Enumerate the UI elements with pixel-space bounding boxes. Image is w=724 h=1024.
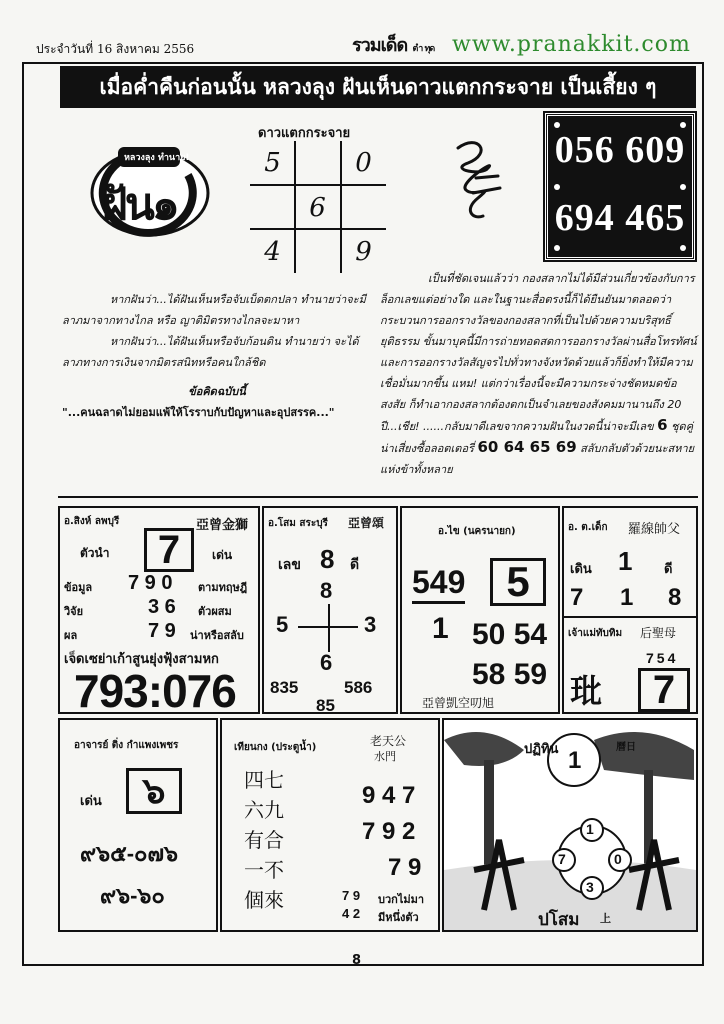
dream-paragraph-1: หากฝันว่า...ได้ฝันเห็นหรือจับเบ็ดตกปลา ทำนายว่าจะมีลาภมาจากทางไกล หรือ ญาติมิตรทางไกลจะมาหา xyxy=(62,293,366,327)
box5-hot-label: เด่น xyxy=(80,794,102,809)
box4-glyph: 玭 xyxy=(570,672,603,710)
section-divider xyxy=(58,496,698,498)
box1-row-note: ตัวผสม xyxy=(198,605,232,618)
page-number: 8 xyxy=(352,953,362,968)
box5-line2: ๙๖-๖๐ xyxy=(100,883,165,908)
box5-digit: ๖ xyxy=(126,768,182,814)
box3-main-number: 549 xyxy=(412,564,465,604)
grid-title: ดาวแตกกระจาย xyxy=(258,126,351,141)
box2-bottom-number: 586 xyxy=(344,678,373,697)
grid-cell: 6 xyxy=(309,193,326,223)
box1-row-value: 7 9 xyxy=(148,620,176,642)
lucky-numbers-line2: 694 465 xyxy=(554,197,686,239)
box2-bottom-number: 835 xyxy=(270,678,299,697)
dream-logo-small: หลวงลุง ทำนาย! xyxy=(124,153,190,163)
article-body-mid: ชุดคู่น่าเสี่ยงซื้อลอตเตอรี่ xyxy=(380,420,694,455)
article-body-start: เป็นที่ชัดเจนแล้วว่า กองสลากไม่ได้มีส่วนเกี่ยวข้องกับการล็อกเลขแต่อย่างใด และในฐานะสื่อตรงนี้ก็ได้ยืนยันมาตลอดว่า กระบวนการออกรางวัลของกองสลากที่เป็นไปด้วยความบริสุทธิ์ ยุติธรรม ขั้นมาบุคนี้มีการถ่ายทอดสดการออกรางวัลผ่านสื่อโทรทัศน์และการออกรางวัลสัญจรไปทั่วทางจังหวัดด้วยแล้วก็ยิ่งทำให้มีความเชื่อมั่นมากขึ้น แหม! แต่กว่าเรื่องนี้จะมีความกระจ่างชัดหมดข้อสงสัย ก็ทำเอากองสลากต้องตกเป็นจำเลยของสังคมมานานถึง 20 ปี...เชีย! ......กลับมาดีเลขจากความฝันในงวดนี้น่าจะมีเลข xyxy=(380,272,697,433)
signature-scribble-icon xyxy=(438,128,518,228)
box6-glyph-row: 一不 xyxy=(244,858,284,882)
cross-right: 3 xyxy=(364,612,377,637)
calendar-illustration-box xyxy=(442,718,698,932)
article-highlight-pairs: 60 64 65 69 xyxy=(477,438,577,456)
wheel-digit: 0 xyxy=(614,851,622,867)
forecast-box-tdek xyxy=(562,506,698,714)
dream-logo xyxy=(88,135,218,245)
wheel-digit: 1 xyxy=(586,821,594,837)
box1-big-number: 793:076 xyxy=(74,665,236,717)
box3-lead: 1 xyxy=(432,612,449,645)
wheel-digit: 3 xyxy=(586,879,594,895)
box1-proverb: เจ็ดเซย่าเก้าสูนยุ่งฟุ้งสามหก xyxy=(64,652,219,667)
box3-pair-row: 50 54 xyxy=(472,618,548,651)
box1-row-value: 7 9 0 xyxy=(128,572,173,594)
box1-row-note: น่าหรือสลับ xyxy=(190,629,244,642)
logo-small: ตำ ทุด xyxy=(412,44,435,54)
box4-big-digit: 7 xyxy=(638,668,690,712)
box6-number: 7 9 xyxy=(388,854,422,881)
box1-row-label: วิจัย xyxy=(64,605,84,618)
box2-num-label: เลข xyxy=(278,557,301,573)
box4-good-label: ดี xyxy=(664,562,673,577)
box6-chinese-title: 老天公 xyxy=(370,734,407,748)
box2-bottom-number: 85 xyxy=(316,696,335,715)
calendar-label: ปฏิทิน xyxy=(524,742,559,757)
article-body-end: สลับกลับตัวด้วยนะสหายแห่งข้าทั้งหลาย xyxy=(380,442,695,476)
lucky-numbers-line1: 056 609 xyxy=(554,129,686,171)
box4-small-number: 754 xyxy=(646,650,679,666)
calendar-bottom-label: ปโสม xyxy=(538,910,580,930)
left-dream-text xyxy=(62,289,372,423)
forecast-box-khai xyxy=(400,506,560,714)
box2-chinese: 亞曾頌 xyxy=(348,516,385,530)
forecast-box-ting xyxy=(58,718,218,932)
box1-hot-label: เด่น xyxy=(212,548,233,562)
box6-note-num: 7 9 xyxy=(342,888,361,903)
grid-cell: 4 xyxy=(264,237,281,267)
headline-banner: เมื่อค่ำคืนก่อนนั้น หลวงลุง ฝันเห็นดาวแตกกระจาย เป็นเสี้ยง ๆ xyxy=(60,66,696,108)
box6-note-num: 4 2 xyxy=(342,906,361,921)
grid-cell: 5 xyxy=(264,148,281,178)
box6-number: 7 9 2 xyxy=(362,818,416,845)
box1-row-note: ตามทฤษฎี xyxy=(198,581,248,594)
cross-top: 8 xyxy=(320,578,333,603)
lucky-number-box xyxy=(545,113,695,260)
box6-note-text: มีหนึ่งตัว xyxy=(378,911,419,924)
box6-chinese-sub: 水門 xyxy=(374,750,396,763)
quote-title: ข้อคิดฉบับนี้ xyxy=(188,385,246,398)
cross-line xyxy=(328,604,330,652)
box6-note-text: บวกไม่มา xyxy=(378,893,425,906)
box1-lead-label: ตัวนำ xyxy=(80,546,110,560)
box6-glyph-row: 有合 xyxy=(244,828,284,852)
grid-cell: 9 xyxy=(355,237,372,267)
newspaper-logo xyxy=(352,30,434,59)
box1-title: อ.สิงห์ ลพบุรี xyxy=(64,516,120,527)
box3-digit: 5 xyxy=(490,558,546,606)
box4-hot-label: เดิน xyxy=(570,562,592,577)
box4-sub-title: เจ้าแม่ทับทิม xyxy=(568,628,623,639)
box2-good-label: ดี xyxy=(350,557,360,573)
article-highlight-digit: 6 xyxy=(657,416,668,434)
box4-digit: 7 xyxy=(570,584,584,611)
website-url[interactable]: www.pranakkit.com xyxy=(452,32,691,57)
box4-title: อ. ต.เด็ก xyxy=(568,522,608,533)
box6-glyph-row: 四七 xyxy=(244,768,284,792)
dream-logo-big: ฝัน๑ xyxy=(102,179,177,230)
dream-paragraph-2: หากฝันว่า...ได้ฝันเห็นหรือจับก้อนดิน ทำนายว่า จะได้ลาภทางการเงินจากมิตรสนิทหรือคนใกล้ชิด xyxy=(62,335,359,369)
box1-chinese: 亞曾金獅 xyxy=(196,518,249,533)
right-article-text xyxy=(380,268,698,480)
box3-title: อ.ไข (นครนายก) xyxy=(438,526,516,537)
box6-glyph-row: 六九 xyxy=(244,798,284,822)
box4-digit: 8 xyxy=(668,584,682,611)
box1-row-value: 3 6 xyxy=(148,596,176,618)
box4-divider xyxy=(564,616,696,618)
box4-digit: 1 xyxy=(620,584,634,611)
box6-title: เทียนกง (ประตูน้ำ) xyxy=(234,742,317,753)
box1-lead-digit: 7 xyxy=(144,528,194,572)
box4-chinese: 羅線帥父 xyxy=(628,522,681,537)
box1-row-label: ข้อมูล xyxy=(64,581,93,594)
forecast-box-som xyxy=(262,506,398,714)
box4-hot-digit: 1 xyxy=(618,546,633,576)
number-grid xyxy=(250,141,386,273)
box3-chinese: 亞曾凱空叨旭 xyxy=(422,696,495,710)
box5-title: อาจารย์ ติ่ง กำแพงเพชร xyxy=(74,740,179,751)
forecast-box-tiengong xyxy=(220,718,440,932)
cross-left: 5 xyxy=(276,612,289,637)
logo-text: รวมเด็ด xyxy=(352,35,408,56)
box2-num-digit: 8 xyxy=(320,544,335,574)
calendar-bottom-chinese: 上 xyxy=(600,912,611,925)
grid-cell: 0 xyxy=(355,148,372,178)
quote-text: "...คนฉลาดไม่ยอมแพ้ให้โรราบกับปัญหาและอุปสรรค..." xyxy=(62,406,335,419)
box6-number: 9 4 7 xyxy=(362,782,416,809)
box6-glyph-row: 個來 xyxy=(244,888,284,912)
wheel-digit: 7 xyxy=(558,851,566,867)
box5-line1: ๙๖๕-๐๗๖ xyxy=(80,841,178,866)
box1-row-label: ผล xyxy=(64,629,78,642)
calendar-chinese: 曆日 xyxy=(616,742,636,753)
box4-sub-chinese: 后聖母 xyxy=(640,626,677,640)
cross-bottom: 6 xyxy=(320,650,333,675)
box2-title: อ.โสม สระบุรี xyxy=(268,518,328,529)
calendar-top-digit: 1 xyxy=(568,747,582,774)
box3-pair-row: 58 59 xyxy=(472,658,548,691)
forecast-box-singh xyxy=(58,506,260,717)
issue-date: ประจำวันที่ 16 สิงหาคม 2556 xyxy=(36,42,195,56)
cross-line xyxy=(298,626,358,628)
